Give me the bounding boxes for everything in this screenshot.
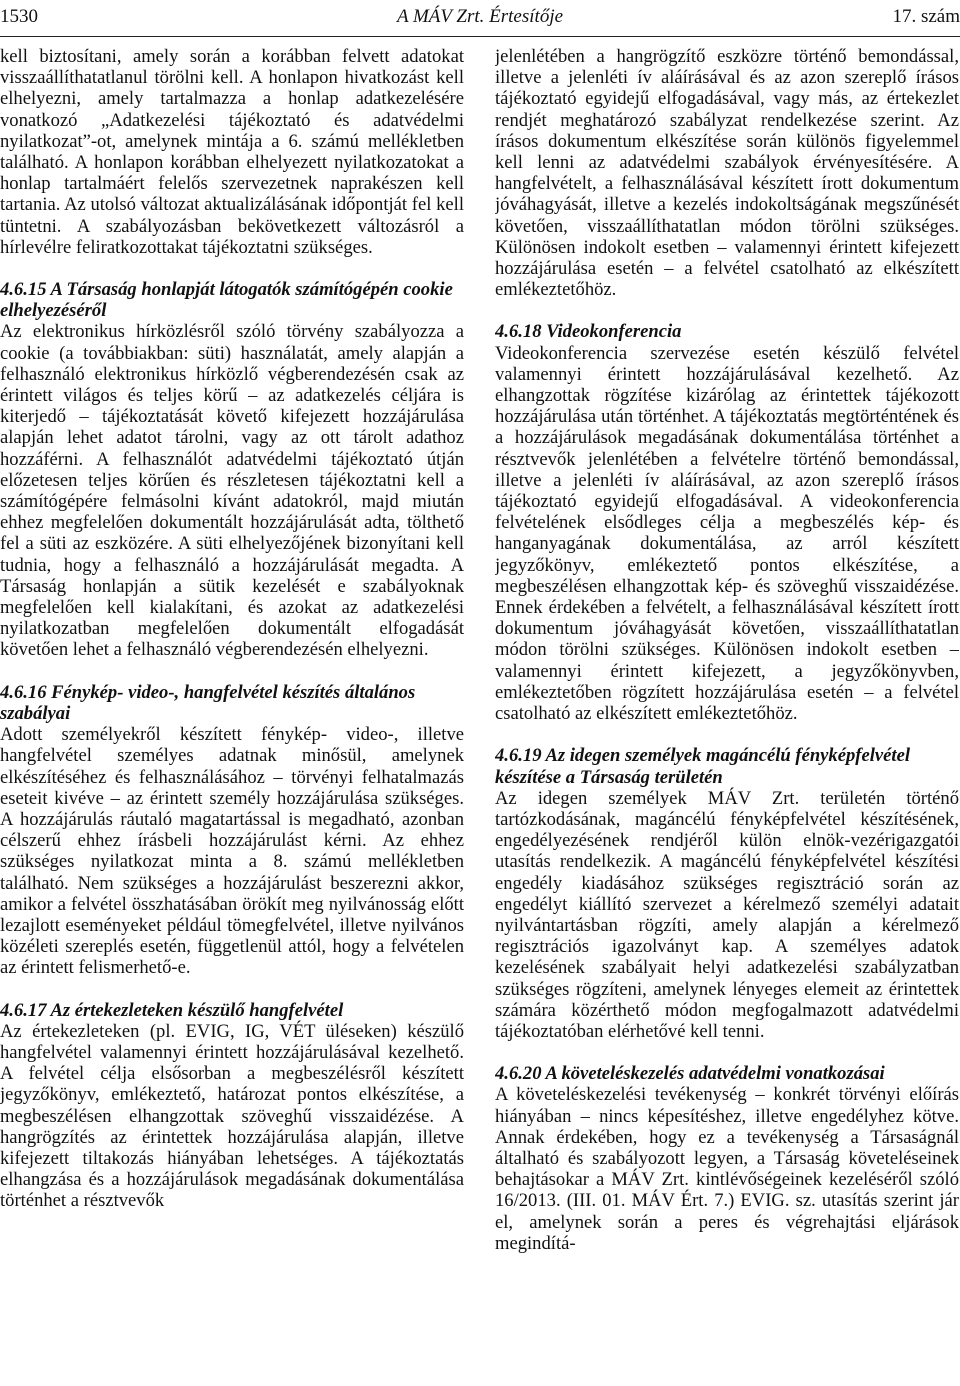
- section-4-6-20-heading: 4.6.20 A követeléskezelés adatvédelmi vonatkozásai: [495, 1063, 885, 1085]
- section-4-6-19-heading: 4.6.19 Az idegen személyek magáncélú fényképfelvétel készítése a Társaság területén: [495, 745, 910, 788]
- page-header: [0, 0, 960, 40]
- continued-paragraph: jelenlétében a hangrögzítő eszközre történő bemondással, illetve a jelenléti ív aláírásával és az azon szereplő írásos tájékoztató egyidejű elfogadásával, vagy más, az értekezlet rendjét meghatározó szabályzat rendelkezése szerint. Az írásos dokumentum elkészítése során különös figyelemmel kell lenni az adatvédelmi szabályok érvényesítésére. A hangfelvételt, a felhasználásával készített írott dokumentum jóváhagyását, illetve a kezelés indokoltságának megszűnését követően, visszaállíthatatlan módon törölni szükséges. Különösen indokolt esetben – valamennyi érintett kifejezett hozzájárulása esetén – a felvétel csatolható az elkészített emlékeztetőhöz.: [495, 46, 959, 301]
- section-4-6-15-heading: 4.6.15 A Társaság honlapját látogatók számítógépén cookie elhelyezéséről: [0, 279, 453, 322]
- issue-number: 17. szám: [892, 6, 960, 27]
- left-column: [0, 46, 464, 1382]
- section-4-6-18-body: Videokonferencia szervezése esetén készülő felvétel valamennyi érintett hozzájárulásával kezelhető. Az elhangzottak rögzítése kizárólag az érintettek tájékozott hozzájárulása után történhet. A tájékoztatás megtörténtének és a hozzájárulások megadásának dokumentálása történhet a résztvevők jelenlétében a felvételre történő bemondással, illetve a jelenléti ív aláírásával, az azon szereplő írásos tájékoztató egyidejű elfogadásával. A videokonferencia felvételének elsődleges célja a megbeszélés kép- és hanganyagának dokumentálása, az arról készített jegyzőkönyv, emlékeztető pontos elkészítése, a megbeszélésen elhangzottak kép- és szöveghű visszaidézése. Ennek érdekében a felvételt, a felhasználásával készített írott dokumentum jóváhagyását követően, visszaállíthatatlan módon törölni szükséges. Különösen indokolt esetben – valamennyi érintett kifejezett, a jegyzőkönyvben, emlékeztetőben rögzített hozzájárulása esetén – a felvétel csatolható az elkészített emlékeztetőhöz.: [495, 342, 959, 725]
- page-number: 1530: [0, 6, 38, 27]
- section-4-6-16-body: Adott személyekről készített fénykép- video-, illetve hangfelvétel személyes adatnak minősül, amelynek elkészítéséhez és felhasználásához – törvényi felhatalmazás eseteit kivéve – az érintett személy hozzájárulása szükséges. A hozzájárulás ráutaló magatartással is megadható, azonban célszerű ehhez írásbeli hozzájárulást kérni. Az ehhez szükséges nyilatkozat minta a 8. számú mellékletben található. Nem szükséges a hozzájárulást beszerezni akkor, amikor a felvétel összhatásában örökít meg nyilvánosság előtt lezajlott eseményeket például tömegfelvétel, illetve nyilvános közéleti szereplés esetén, függetlenül attól, hogy a felvételen az érintett felismerhető-e.: [0, 724, 464, 979]
- section-4-6-17-body: Az értekezleteken (pl. EVIG, IG, VÉT üléseken) készülő hangfelvétel valamennyi érintett hozzájárulásával kezelhető. A felvétel célja elsősorban a megbeszélésről készített jegyzőkönyv, emlékeztető, határozat pontos elkészítése, a megbeszélésen elhangzottak szöveghű visszaidézése. A hangrögzítés az érintettek hozzájárulása alapján, illetve kifejezett tiltakozás hiányában lehetséges. A tájékoztatás elhangzása és a hozzájárulások megadásának dokumentálása történhet a résztvevők: [0, 1020, 464, 1212]
- intro-paragraph: kell biztosítani, amely során a korábban felvett adatokat visszaállíthatatlanul törölni kell. A honlapon hivatkozást kell elhelyezni, amely tartalmazza a honlap adatkezelésére vonatkozó „Adatkezelési tájékoztató és adatvédelmi nyilatkozat”-ot, amelynek mintája a 6. számú mellékletben található. A honlapon korábban elhelyezett nyilatkozatokat a honlap tartalmáért felelős szervezetnek naprakészen kell tartania. Az utolsó változat aktualizálásának időpontját fel kell tüntetni. A szabályozásban bekövetkezett változásról a hírlevélre feliratkozottakat tájékoztatni szükséges.: [0, 46, 464, 258]
- header-rule: [0, 36, 960, 37]
- section-4-6-17-heading: 4.6.17 Az értekezleteken készülő hangfelvétel: [0, 999, 344, 1021]
- section-4-6-20-body: A követeléskezelési tevékenység – konkrét törvényi előírás hiányában – nincs képesítéshez, illetve engedélyhez kötve. Annak érdekében, hogy ez a tevékenység a Társaságnál általható és szabályozott legyen, a Társaság követeléseinek behajtásokar a MÁV Zrt. kintlévőségeinek kezeléséről szóló 16/2013. (III. 01. MÁV Ért. 7.) EVIG. sz. utasítás szerint jár el, amelynek során a peres és végrehajtási eljárások megindítá-: [495, 1084, 959, 1254]
- right-column: [495, 46, 959, 1382]
- section-4-6-18-heading: 4.6.18 Videokonferencia: [495, 321, 682, 343]
- section-4-6-15-body: Az elektronikus hírközlésről szóló törvény szabályozza a cookie (a továbbiakban: süti) használatát, amely alapján a felhasználó elektronikus hírközlő végberendezésén csak az érintett világos és teljes körű – az adatkezelés céljára is kiterjedő – tájékoztatását követő kifejezett hozzájárulása alapján lehet adatot tárolni, vagy az ott tárolt adathoz hozzáférni. A felhasználót adatvédelmi tájékoztató útján előzetesen teljes körűen és részletesen tájékoztatni kell a számítógépére felmásolni kívánt adatokról, majd miután ehhez megfelelően dokumentált hozzájárulását adta, tölthető fel a süti az eszközére. A süti elhelyezőjének bizonyítani kell tudnia, hogy a felhasználó a hozzájárulását megadta. A Társaság honlapján a sütik kezelését e szabályoknak megfelelően kell kialakítani, és azokat az adatkezelési nyilatkozatban megfelelően dokumentált elfogadását követően lehet a felhasználó végberendezésén elhelyezni.: [0, 321, 464, 661]
- section-4-6-16-heading: 4.6.16 Fénykép- video-, hangfelvétel készítés általános szabályai: [0, 681, 416, 724]
- section-4-6-19-body: Az idegen személyek MÁV Zrt. területén történő tartózkodásának, magáncélú fényképfelvétel készítésének, engedélyezésének rendjéről külön elnök-vezérigazgatói utasítás rendelkezik. A magáncélú fényképfelvétel készítési engedély kiadásához szükséges regisztráció során az engedélyt kiállító szervezet a kérelmező személyi adatait nyilvántartásban rögzíti, amely alapján a kérelmező regisztrációs igazolványt kap. A személyes adatok kezelésének szabályait helyi adatkezelési szabályzatban szükséges rögzíteni, amelynek lényeges elemeit az érintettek számára közérthető módon megfogalmazott adatvédelmi tájékoztatóban elérhetővé kell tenni.: [495, 787, 959, 1042]
- publication-title: A MÁV Zrt. Értesítője: [396, 6, 564, 27]
